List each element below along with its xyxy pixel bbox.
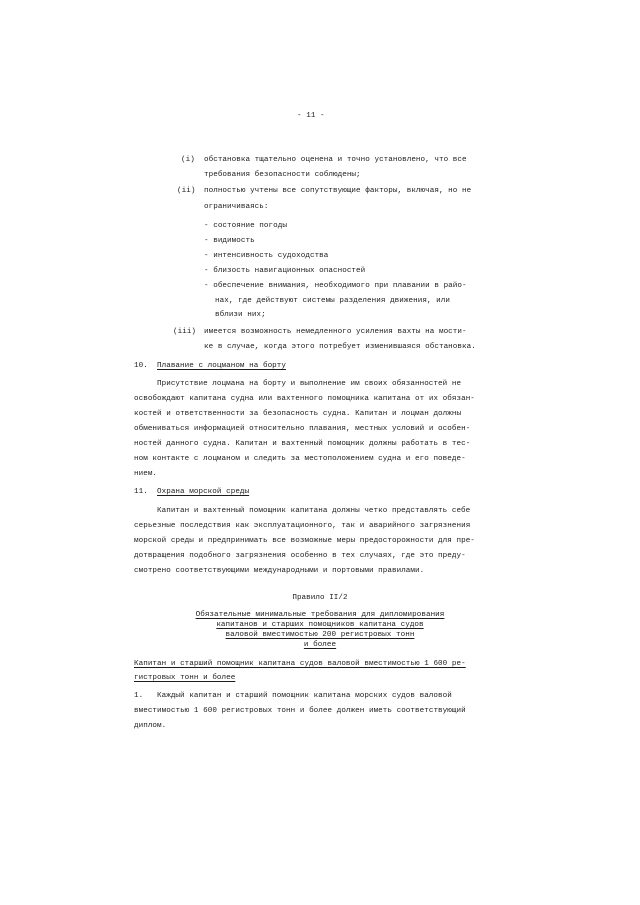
section-11-line: дотвращения подобного загрязнения особенно в тех случаях, где это преду- — [134, 552, 466, 560]
page-number: - 11 - — [297, 112, 325, 120]
rule-subtitle-line: Обязательные минимальные требования для дипломирования — [195, 611, 445, 619]
item-iii-line: ке в случае, когда этого потребует изменившаяся обстановка. — [204, 343, 476, 351]
section-10-number: 10. — [134, 362, 148, 370]
paragraph-1-line: вместимостью 1 600 регистровых тонн и более должен иметь соответствующий — [134, 707, 466, 715]
bullet-item: - интенсивность судоходства — [204, 252, 329, 260]
item-i-marker: (i) — [181, 156, 195, 164]
section-10-line: ностей данного судна. Капитан и вахтенный помощник должны работать в тес- — [134, 440, 471, 448]
section-10-line: нием. — [134, 470, 158, 478]
subsection-heading: гистровых тонн и более — [134, 674, 236, 682]
bullet-continuation: нах, где действуют системы разделения движения, или — [215, 297, 450, 305]
paragraph-1-number: 1. — [134, 692, 144, 700]
item-i-line: обстановка тщательно оценена и точно установлено, что все — [204, 156, 467, 164]
item-iii-marker: (iii) — [173, 328, 197, 336]
section-10-line: освобождают капитана судна или вахтенного помощника капитана от их обязан- — [134, 395, 475, 403]
item-ii-marker: (ii) — [177, 187, 196, 195]
paragraph-1-line: диплом. — [134, 722, 167, 730]
paragraph-1-line: Каждый капитан и старший помощник капитана морских судов валовой — [157, 692, 452, 700]
bullet-item: - состояние погоды — [204, 222, 287, 230]
rule-subtitle-line: капитанов и старших помощников капитана судов — [216, 621, 424, 629]
bullet-item: - видимость — [204, 237, 255, 245]
section-10-line: ном контакте с лоцманом и следить за местоположением судна и его поведе- — [134, 455, 466, 463]
section-10-heading: Плавание с лоцманом на борту — [157, 362, 286, 370]
item-ii-line: полностью учтены все сопутствующие факторы, включая, но не — [204, 187, 472, 195]
item-iii-line: имеется возможность немедленного усиления вахты на мости- — [204, 328, 467, 336]
item-i-line: требования безопасности соблюдены; — [204, 171, 361, 179]
section-11-line: смотрено соответствующими международными и портовыми правилами. — [134, 567, 425, 575]
subsection-heading: Капитан и старший помощник капитана судов валовой вместимостью 1 600 ре- — [134, 660, 466, 668]
bullet-continuation: вблизи них; — [215, 311, 266, 319]
section-11-line: Капитан и вахтенный помощник капитана должны четко представлять себе — [157, 507, 471, 515]
section-11-heading: Охрана морской среды — [157, 488, 250, 496]
rule-subtitle-line: и более — [303, 641, 337, 649]
bullet-item: - близость навигационных опасностей — [204, 267, 366, 275]
section-11-number: 11. — [134, 488, 148, 496]
bullet-item: - обеспечение внимания, необходимого при плавании в райо- — [204, 282, 467, 290]
section-11-line: морской среды и предпринимать все возможные меры предосторожности для пре- — [134, 537, 475, 545]
item-ii-line: ограничиваясь: — [204, 203, 269, 211]
section-10-line: обмениваться информацией относительно плавания, местных условий и особен- — [134, 425, 471, 433]
section-11-line: серьезные последствия как эксплуатационного, так и аварийного загрязнения — [134, 522, 471, 530]
rule-subtitle-line: валовой вместимостью 200 регистровых тонн — [225, 631, 415, 639]
section-10-line: Присутствие лоцмана на борту и выполнение им своих обязанностей не — [157, 380, 462, 388]
rule-title: Правило II/2 — [292, 594, 348, 602]
section-10-line: костей и ответственности за безопасность судна. Капитан и лоцман должны — [134, 410, 462, 418]
